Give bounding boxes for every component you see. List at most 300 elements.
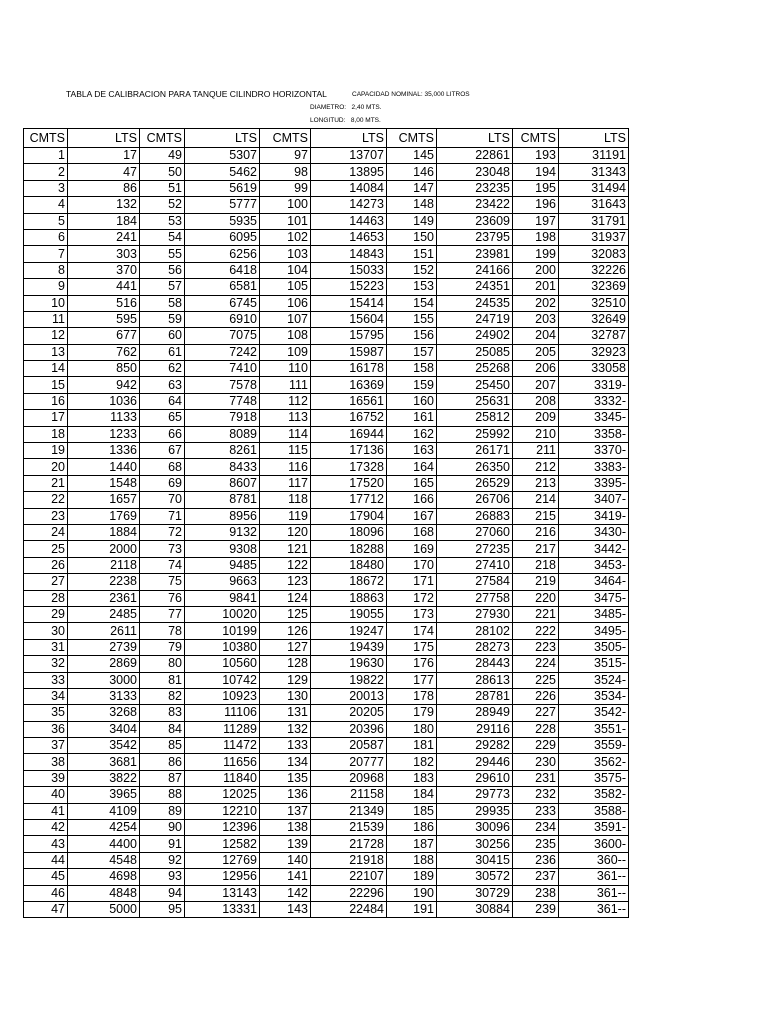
lts-cell: 28949 [437,705,513,721]
lts-cell: 32787 [559,328,629,344]
cmts-cell: 178 [387,688,437,704]
cmts-cell: 139 [260,836,311,852]
cmts-cell: 106 [260,295,311,311]
cmts-cell: 36 [24,721,68,737]
cmts-cell: 110 [260,361,311,377]
cmts-cell: 101 [260,213,311,229]
column-header-cmts: CMTS [513,129,559,148]
lts-cell: 3404 [68,721,140,737]
cmts-cell: 27 [24,574,68,590]
lts-cell: 3600- [559,836,629,852]
cmts-cell: 174 [387,623,437,639]
cmts-cell: 61 [140,344,185,360]
lts-cell: 942 [68,377,140,393]
lts-cell: 7242 [185,344,260,360]
table-row [24,328,629,344]
lts-cell: 3319- [559,377,629,393]
lts-cell: 16561 [311,393,387,409]
lts-cell: 4698 [68,869,140,885]
cmts-cell: 169 [387,541,437,557]
cmts-cell: 202 [513,295,559,311]
table-body [24,148,629,918]
cmts-cell: 17 [24,410,68,426]
cmts-cell: 49 [140,148,185,164]
lts-cell: 30572 [437,869,513,885]
cmts-cell: 105 [260,279,311,295]
lts-cell: 30884 [437,901,513,917]
cmts-cell: 50 [140,164,185,180]
table-row [24,361,629,377]
lts-cell: 1133 [68,410,140,426]
lts-cell: 23981 [437,246,513,262]
lts-cell: 19630 [311,656,387,672]
cmts-cell: 160 [387,393,437,409]
cmts-cell: 206 [513,361,559,377]
cmts-cell: 64 [140,393,185,409]
cmts-cell: 229 [513,738,559,754]
lts-cell: 21918 [311,852,387,868]
lts-cell: 31191 [559,148,629,164]
cmts-cell: 146 [387,164,437,180]
cmts-cell: 195 [513,180,559,196]
lts-cell: 28781 [437,688,513,704]
cmts-cell: 78 [140,623,185,639]
table-row [24,557,629,573]
lts-cell: 3559- [559,738,629,754]
cmts-cell: 19 [24,443,68,459]
cmts-cell: 94 [140,885,185,901]
lts-cell: 27410 [437,557,513,573]
lts-cell: 32226 [559,262,629,278]
length-label: LONGITUD: [310,117,346,124]
lts-cell: 3588- [559,803,629,819]
table-row [24,148,629,164]
length-value: 8,00 MTS. [350,117,381,124]
lts-cell: 4848 [68,885,140,901]
lts-cell: 441 [68,279,140,295]
cmts-cell: 85 [140,738,185,754]
cmts-cell: 131 [260,705,311,721]
lts-cell: 8956 [185,508,260,524]
lts-cell: 31343 [559,164,629,180]
lts-cell: 11840 [185,770,260,786]
table-row [24,311,629,327]
lts-cell: 5935 [185,213,260,229]
cmts-cell: 95 [140,901,185,917]
lts-cell: 3965 [68,787,140,803]
lts-cell: 7748 [185,393,260,409]
table-row [24,393,629,409]
cmts-cell: 184 [387,787,437,803]
cmts-cell: 204 [513,328,559,344]
table-row [24,492,629,508]
cmts-cell: 34 [24,688,68,704]
cmts-cell: 40 [24,787,68,803]
cmts-cell: 225 [513,672,559,688]
lts-cell: 86 [68,180,140,196]
lts-cell: 17520 [311,475,387,491]
cmts-cell: 18 [24,426,68,442]
table-row [24,508,629,524]
lts-cell: 22861 [437,148,513,164]
cmts-cell: 42 [24,820,68,836]
cmts-cell: 147 [387,180,437,196]
lts-cell: 2739 [68,639,140,655]
cmts-cell: 83 [140,705,185,721]
lts-cell: 3575- [559,770,629,786]
lts-cell: 3407- [559,492,629,508]
cmts-cell: 197 [513,213,559,229]
lts-cell: 14463 [311,213,387,229]
lts-cell: 19439 [311,639,387,655]
lts-cell: 3453- [559,557,629,573]
cmts-cell: 118 [260,492,311,508]
lts-cell: 29935 [437,803,513,819]
cmts-cell: 214 [513,492,559,508]
lts-cell: 17136 [311,443,387,459]
lts-cell: 23422 [437,197,513,213]
lts-cell: 25812 [437,410,513,426]
lts-cell: 3133 [68,688,140,704]
lts-cell: 26706 [437,492,513,508]
cmts-cell: 148 [387,197,437,213]
cmts-cell: 124 [260,590,311,606]
cmts-cell: 167 [387,508,437,524]
lts-cell: 9485 [185,557,260,573]
cmts-cell: 84 [140,721,185,737]
cmts-cell: 5 [24,213,68,229]
cmts-cell: 46 [24,885,68,901]
cmts-cell: 122 [260,557,311,573]
lts-cell: 29116 [437,721,513,737]
cmts-cell: 87 [140,770,185,786]
cmts-cell: 183 [387,770,437,786]
lts-cell: 1036 [68,393,140,409]
lts-cell: 3551- [559,721,629,737]
table-row [24,180,629,196]
cmts-cell: 239 [513,901,559,917]
cmts-cell: 57 [140,279,185,295]
cmts-cell: 60 [140,328,185,344]
cmts-cell: 8 [24,262,68,278]
cmts-cell: 82 [140,688,185,704]
lts-cell: 31937 [559,229,629,245]
diameter-value: 2,40 MTS. [351,104,382,111]
lts-cell: 9308 [185,541,260,557]
lts-cell: 5462 [185,164,260,180]
cmts-cell: 100 [260,197,311,213]
cmts-cell: 58 [140,295,185,311]
lts-cell: 10742 [185,672,260,688]
table-row [24,475,629,491]
lts-cell: 12582 [185,836,260,852]
cmts-cell: 142 [260,885,311,901]
lts-cell: 29610 [437,770,513,786]
cmts-cell: 71 [140,508,185,524]
cmts-cell: 26 [24,557,68,573]
cmts-cell: 179 [387,705,437,721]
lts-cell: 3591- [559,820,629,836]
cmts-cell: 177 [387,672,437,688]
cmts-cell: 38 [24,754,68,770]
lts-cell: 32923 [559,344,629,360]
lts-cell: 3332- [559,393,629,409]
column-header-cmts: CMTS [387,129,437,148]
column-header-lts: LTS [68,129,140,148]
lts-cell: 2118 [68,557,140,573]
lts-cell: 3495- [559,623,629,639]
lts-cell: 2361 [68,590,140,606]
cmts-cell: 165 [387,475,437,491]
cmts-cell: 207 [513,377,559,393]
table-row [24,295,629,311]
column-header-lts: LTS [185,129,260,148]
lts-cell: 27758 [437,590,513,606]
lts-cell: 12025 [185,787,260,803]
lts-cell: 24166 [437,262,513,278]
cmts-cell: 54 [140,229,185,245]
lts-cell: 8261 [185,443,260,459]
cmts-cell: 232 [513,787,559,803]
cmts-cell: 120 [260,524,311,540]
cmts-cell: 135 [260,770,311,786]
lts-cell: 20587 [311,738,387,754]
lts-cell: 32649 [559,311,629,327]
column-header-lts: LTS [311,129,387,148]
lts-cell: 27060 [437,524,513,540]
lts-cell: 25992 [437,426,513,442]
cmts-cell: 199 [513,246,559,262]
cmts-cell: 136 [260,787,311,803]
lts-cell: 11106 [185,705,260,721]
table-row [24,623,629,639]
lts-cell: 30256 [437,836,513,852]
cmts-cell: 228 [513,721,559,737]
lts-cell: 7578 [185,377,260,393]
lts-cell: 3395- [559,475,629,491]
cmts-cell: 55 [140,246,185,262]
cmts-cell: 162 [387,426,437,442]
cmts-cell: 238 [513,885,559,901]
table-row [24,229,629,245]
cmts-cell: 21 [24,475,68,491]
cmts-cell: 115 [260,443,311,459]
cmts-cell: 155 [387,311,437,327]
lts-cell: 13707 [311,148,387,164]
cmts-cell: 24 [24,524,68,540]
table-row [24,656,629,672]
cmts-cell: 111 [260,377,311,393]
column-header-cmts: CMTS [260,129,311,148]
cmts-cell: 151 [387,246,437,262]
lts-cell: 762 [68,344,140,360]
cmts-cell: 226 [513,688,559,704]
cmts-cell: 196 [513,197,559,213]
cmts-cell: 97 [260,148,311,164]
lts-cell: 20013 [311,688,387,704]
cmts-cell: 89 [140,803,185,819]
cmts-cell: 102 [260,229,311,245]
cmts-cell: 76 [140,590,185,606]
lts-cell: 32369 [559,279,629,295]
cmts-cell: 187 [387,836,437,852]
cmts-cell: 112 [260,393,311,409]
cmts-cell: 209 [513,410,559,426]
lts-cell: 20396 [311,721,387,737]
cmts-cell: 3 [24,180,68,196]
lts-cell: 21728 [311,836,387,852]
table-row [24,541,629,557]
lts-cell: 17 [68,148,140,164]
lts-cell: 3505- [559,639,629,655]
lts-cell: 3562- [559,754,629,770]
lts-cell: 20205 [311,705,387,721]
cmts-cell: 66 [140,426,185,442]
lts-cell: 3464- [559,574,629,590]
lts-cell: 3515- [559,656,629,672]
lts-cell: 3534- [559,688,629,704]
lts-cell: 22107 [311,869,387,885]
lts-cell: 5307 [185,148,260,164]
cmts-cell: 158 [387,361,437,377]
cmts-cell: 213 [513,475,559,491]
lts-cell: 1233 [68,426,140,442]
length-line [310,117,381,124]
table-row [24,639,629,655]
lts-cell: 8089 [185,426,260,442]
table-row [24,279,629,295]
cmts-cell: 180 [387,721,437,737]
cmts-cell: 194 [513,164,559,180]
cmts-cell: 22 [24,492,68,508]
lts-cell: 7410 [185,361,260,377]
lts-cell: 15604 [311,311,387,327]
lts-cell: 27584 [437,574,513,590]
lts-cell: 2000 [68,541,140,557]
cmts-cell: 23 [24,508,68,524]
lts-cell: 6418 [185,262,260,278]
cmts-cell: 205 [513,344,559,360]
lts-cell: 3383- [559,459,629,475]
lts-cell: 4548 [68,852,140,868]
lts-cell: 132 [68,197,140,213]
lts-cell: 13143 [185,885,260,901]
cmts-cell: 1 [24,148,68,164]
document-title: TABLA DE CALIBRACION PARA TANQUE CILINDRO HORIZONTAL [66,89,327,99]
lts-cell: 27235 [437,541,513,557]
lts-cell: 11289 [185,721,260,737]
cmts-cell: 156 [387,328,437,344]
cmts-cell: 30 [24,623,68,639]
cmts-cell: 201 [513,279,559,295]
lts-cell: 850 [68,361,140,377]
lts-cell: 3822 [68,770,140,786]
lts-cell: 12956 [185,869,260,885]
lts-cell: 303 [68,246,140,262]
lts-cell: 3370- [559,443,629,459]
cmts-cell: 137 [260,803,311,819]
lts-cell: 25450 [437,377,513,393]
lts-cell: 23048 [437,164,513,180]
lts-cell: 2485 [68,606,140,622]
cmts-cell: 181 [387,738,437,754]
cmts-cell: 68 [140,459,185,475]
lts-cell: 29446 [437,754,513,770]
lts-cell: 18863 [311,590,387,606]
column-header-cmts: CMTS [24,129,68,148]
lts-cell: 10199 [185,623,260,639]
cmts-cell: 13 [24,344,68,360]
lts-cell: 20777 [311,754,387,770]
cmts-cell: 43 [24,836,68,852]
lts-cell: 10380 [185,639,260,655]
lts-cell: 3681 [68,754,140,770]
cmts-cell: 138 [260,820,311,836]
cmts-cell: 92 [140,852,185,868]
lts-cell: 5777 [185,197,260,213]
lts-cell: 24719 [437,311,513,327]
lts-cell: 1548 [68,475,140,491]
cmts-cell: 200 [513,262,559,278]
cmts-cell: 121 [260,541,311,557]
lts-cell: 2238 [68,574,140,590]
cmts-cell: 44 [24,852,68,868]
lts-cell: 31791 [559,213,629,229]
cmts-cell: 39 [24,770,68,786]
cmts-cell: 88 [140,787,185,803]
cmts-cell: 35 [24,705,68,721]
lts-cell: 4254 [68,820,140,836]
lts-cell: 361-- [559,869,629,885]
cmts-cell: 233 [513,803,559,819]
lts-cell: 7075 [185,328,260,344]
table-row [24,459,629,475]
table-row [24,410,629,426]
lts-cell: 6745 [185,295,260,311]
cmts-cell: 29 [24,606,68,622]
lts-cell: 361-- [559,901,629,917]
lts-cell: 6581 [185,279,260,295]
lts-cell: 28443 [437,656,513,672]
lts-cell: 3358- [559,426,629,442]
lts-cell: 26529 [437,475,513,491]
cmts-cell: 216 [513,524,559,540]
cmts-cell: 176 [387,656,437,672]
table-row [24,820,629,836]
lts-cell: 19055 [311,606,387,622]
table-row [24,524,629,540]
lts-cell: 3268 [68,705,140,721]
lts-cell: 32083 [559,246,629,262]
lts-cell: 1769 [68,508,140,524]
diameter-label: DIAMETRO: [310,104,347,111]
cmts-cell: 2 [24,164,68,180]
cmts-cell: 72 [140,524,185,540]
table-row [24,803,629,819]
cmts-cell: 133 [260,738,311,754]
cmts-cell: 119 [260,508,311,524]
cmts-cell: 154 [387,295,437,311]
table-row [24,705,629,721]
column-header-lts: LTS [559,129,629,148]
lts-cell: 22484 [311,901,387,917]
lts-cell: 3485- [559,606,629,622]
lts-cell: 21539 [311,820,387,836]
cmts-cell: 62 [140,361,185,377]
lts-cell: 595 [68,311,140,327]
cmts-cell: 224 [513,656,559,672]
lts-cell: 29282 [437,738,513,754]
